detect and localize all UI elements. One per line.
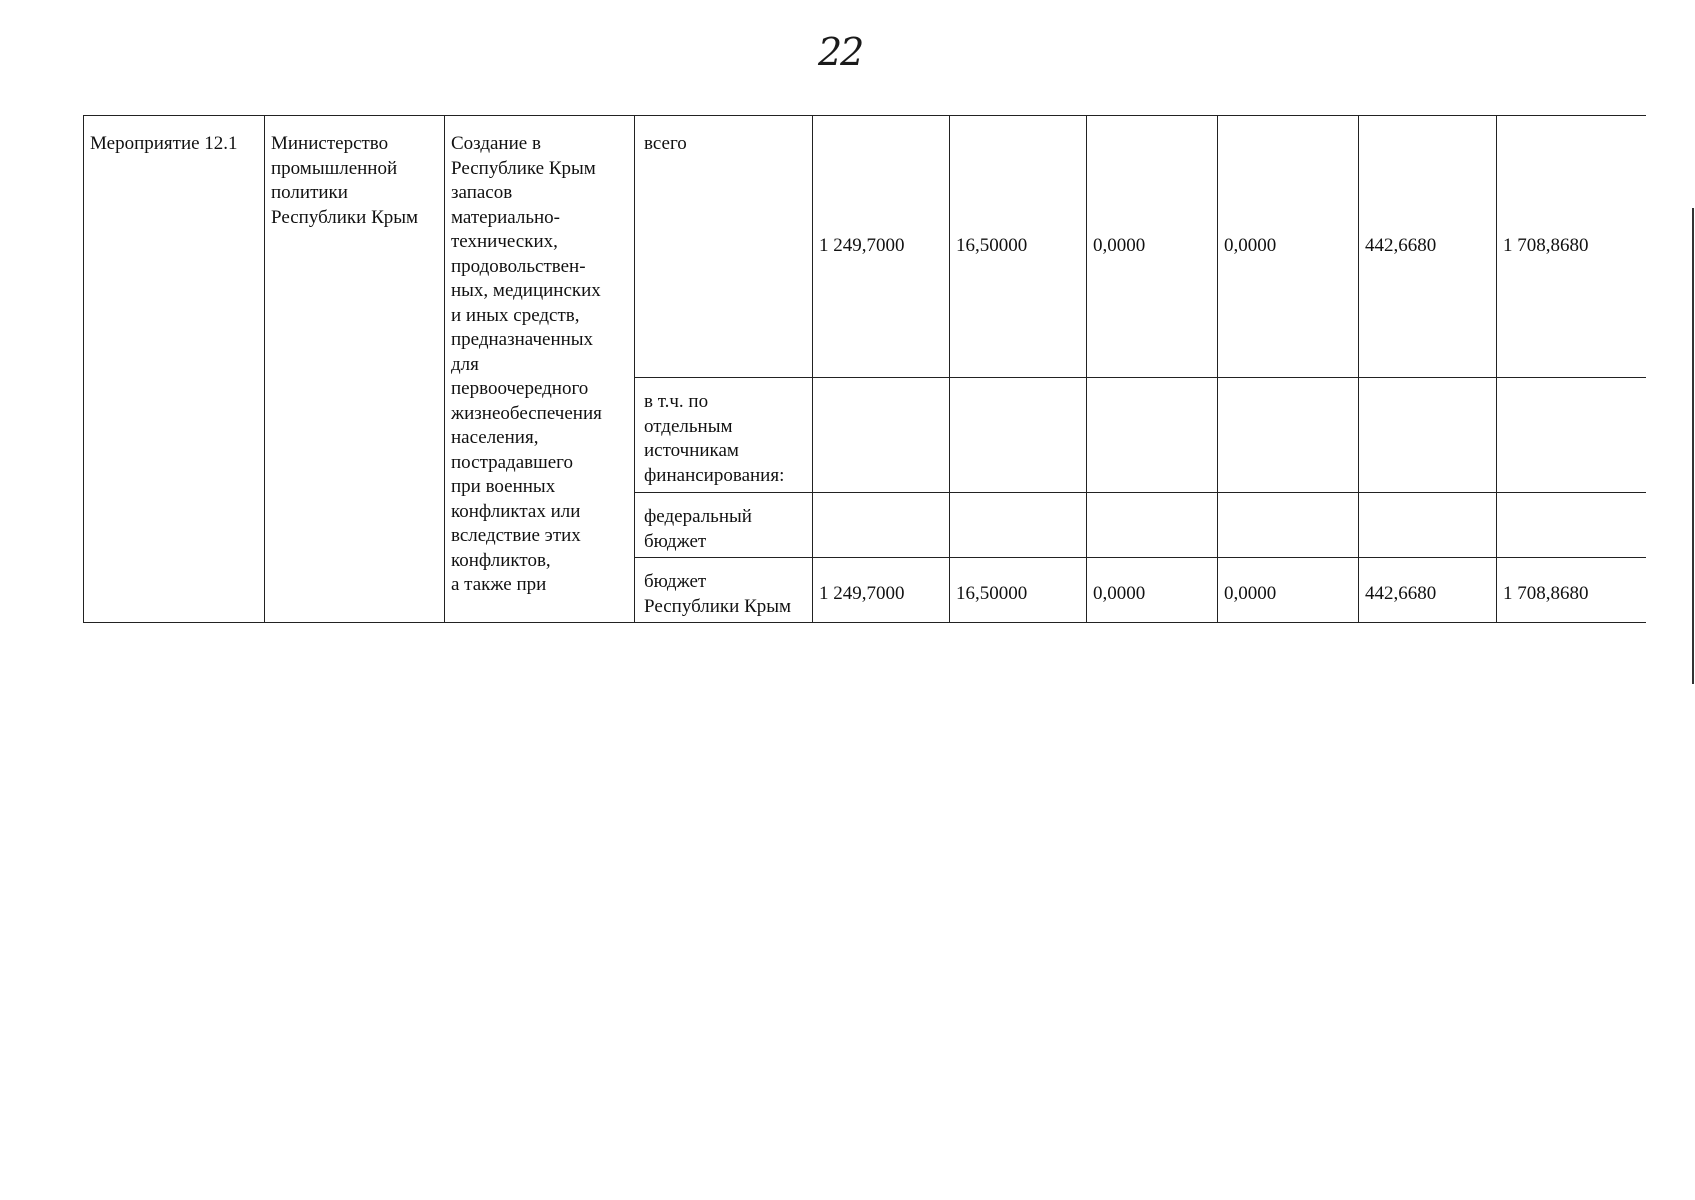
value-total-3: 0,0000 xyxy=(1093,235,1146,257)
value-cell xyxy=(950,493,1087,558)
row-label-total: всего xyxy=(644,133,687,154)
activity-name: Мероприятие 12.1 xyxy=(90,133,238,154)
value-budget-3: 0,0000 xyxy=(1093,582,1146,604)
value-cell xyxy=(813,116,950,378)
value-total-2: 16,50000 xyxy=(956,235,1028,257)
value-cell xyxy=(950,116,1087,378)
value-cell xyxy=(1087,558,1218,623)
value-cell xyxy=(1497,116,1646,378)
row-label-cell xyxy=(635,378,813,493)
value-cell xyxy=(1497,558,1646,623)
executor-cell xyxy=(265,116,445,623)
value-cell xyxy=(1359,493,1497,558)
value-budget-4: 0,0000 xyxy=(1224,582,1277,604)
value-cell xyxy=(1218,493,1359,558)
value-cell xyxy=(1497,378,1646,493)
executor-name: Министерство промышленной политики Республики Крым xyxy=(271,133,419,228)
value-cell xyxy=(1087,493,1218,558)
value-budget-2: 16,50000 xyxy=(956,582,1028,604)
table-row-total xyxy=(84,116,1646,378)
value-cell xyxy=(1359,116,1497,378)
value-cell xyxy=(1218,116,1359,378)
value-cell xyxy=(1497,493,1646,558)
value-cell xyxy=(1087,378,1218,493)
value-cell xyxy=(1218,558,1359,623)
value-total-6: 1 708,8680 xyxy=(1503,235,1589,257)
value-cell xyxy=(1218,378,1359,493)
description-cell xyxy=(445,116,635,623)
value-total-4: 0,0000 xyxy=(1224,235,1277,257)
row-label-republic-budget: бюджет Республики Крым xyxy=(644,571,792,617)
value-cell xyxy=(1359,558,1497,623)
value-cell xyxy=(813,493,950,558)
value-cell xyxy=(950,378,1087,493)
row-label-cell xyxy=(635,558,813,623)
value-budget-6: 1 708,8680 xyxy=(1503,582,1589,604)
activity-cell xyxy=(84,116,265,623)
scan-edge-line xyxy=(1692,208,1694,684)
row-label-cell xyxy=(635,116,813,378)
value-cell xyxy=(813,558,950,623)
value-cell xyxy=(950,558,1087,623)
value-cell xyxy=(1087,116,1218,378)
value-total-5: 442,6680 xyxy=(1365,235,1437,257)
row-label-sources: в т.ч. по отдельным источникам финансирования: xyxy=(644,391,785,486)
activity-description: Создание в Республике Крым запасов материально- технических, продовольствен- ных, медицинских и иных средств, предназначенных для первоочередного жизнеобеспечения населения, пострадавшего при военных конфликтах или вследствие этих конфликтов, а также при xyxy=(451,133,602,595)
value-budget-1: 1 249,7000 xyxy=(819,582,905,604)
row-label-cell xyxy=(635,493,813,558)
value-cell xyxy=(1359,378,1497,493)
page-number: 22 xyxy=(818,30,863,74)
row-label-federal: федеральный бюджет xyxy=(644,506,752,552)
value-total-1: 1 249,7000 xyxy=(819,235,905,257)
value-cell xyxy=(813,378,950,493)
budget-table xyxy=(83,115,1646,623)
value-budget-5: 442,6680 xyxy=(1365,582,1437,604)
